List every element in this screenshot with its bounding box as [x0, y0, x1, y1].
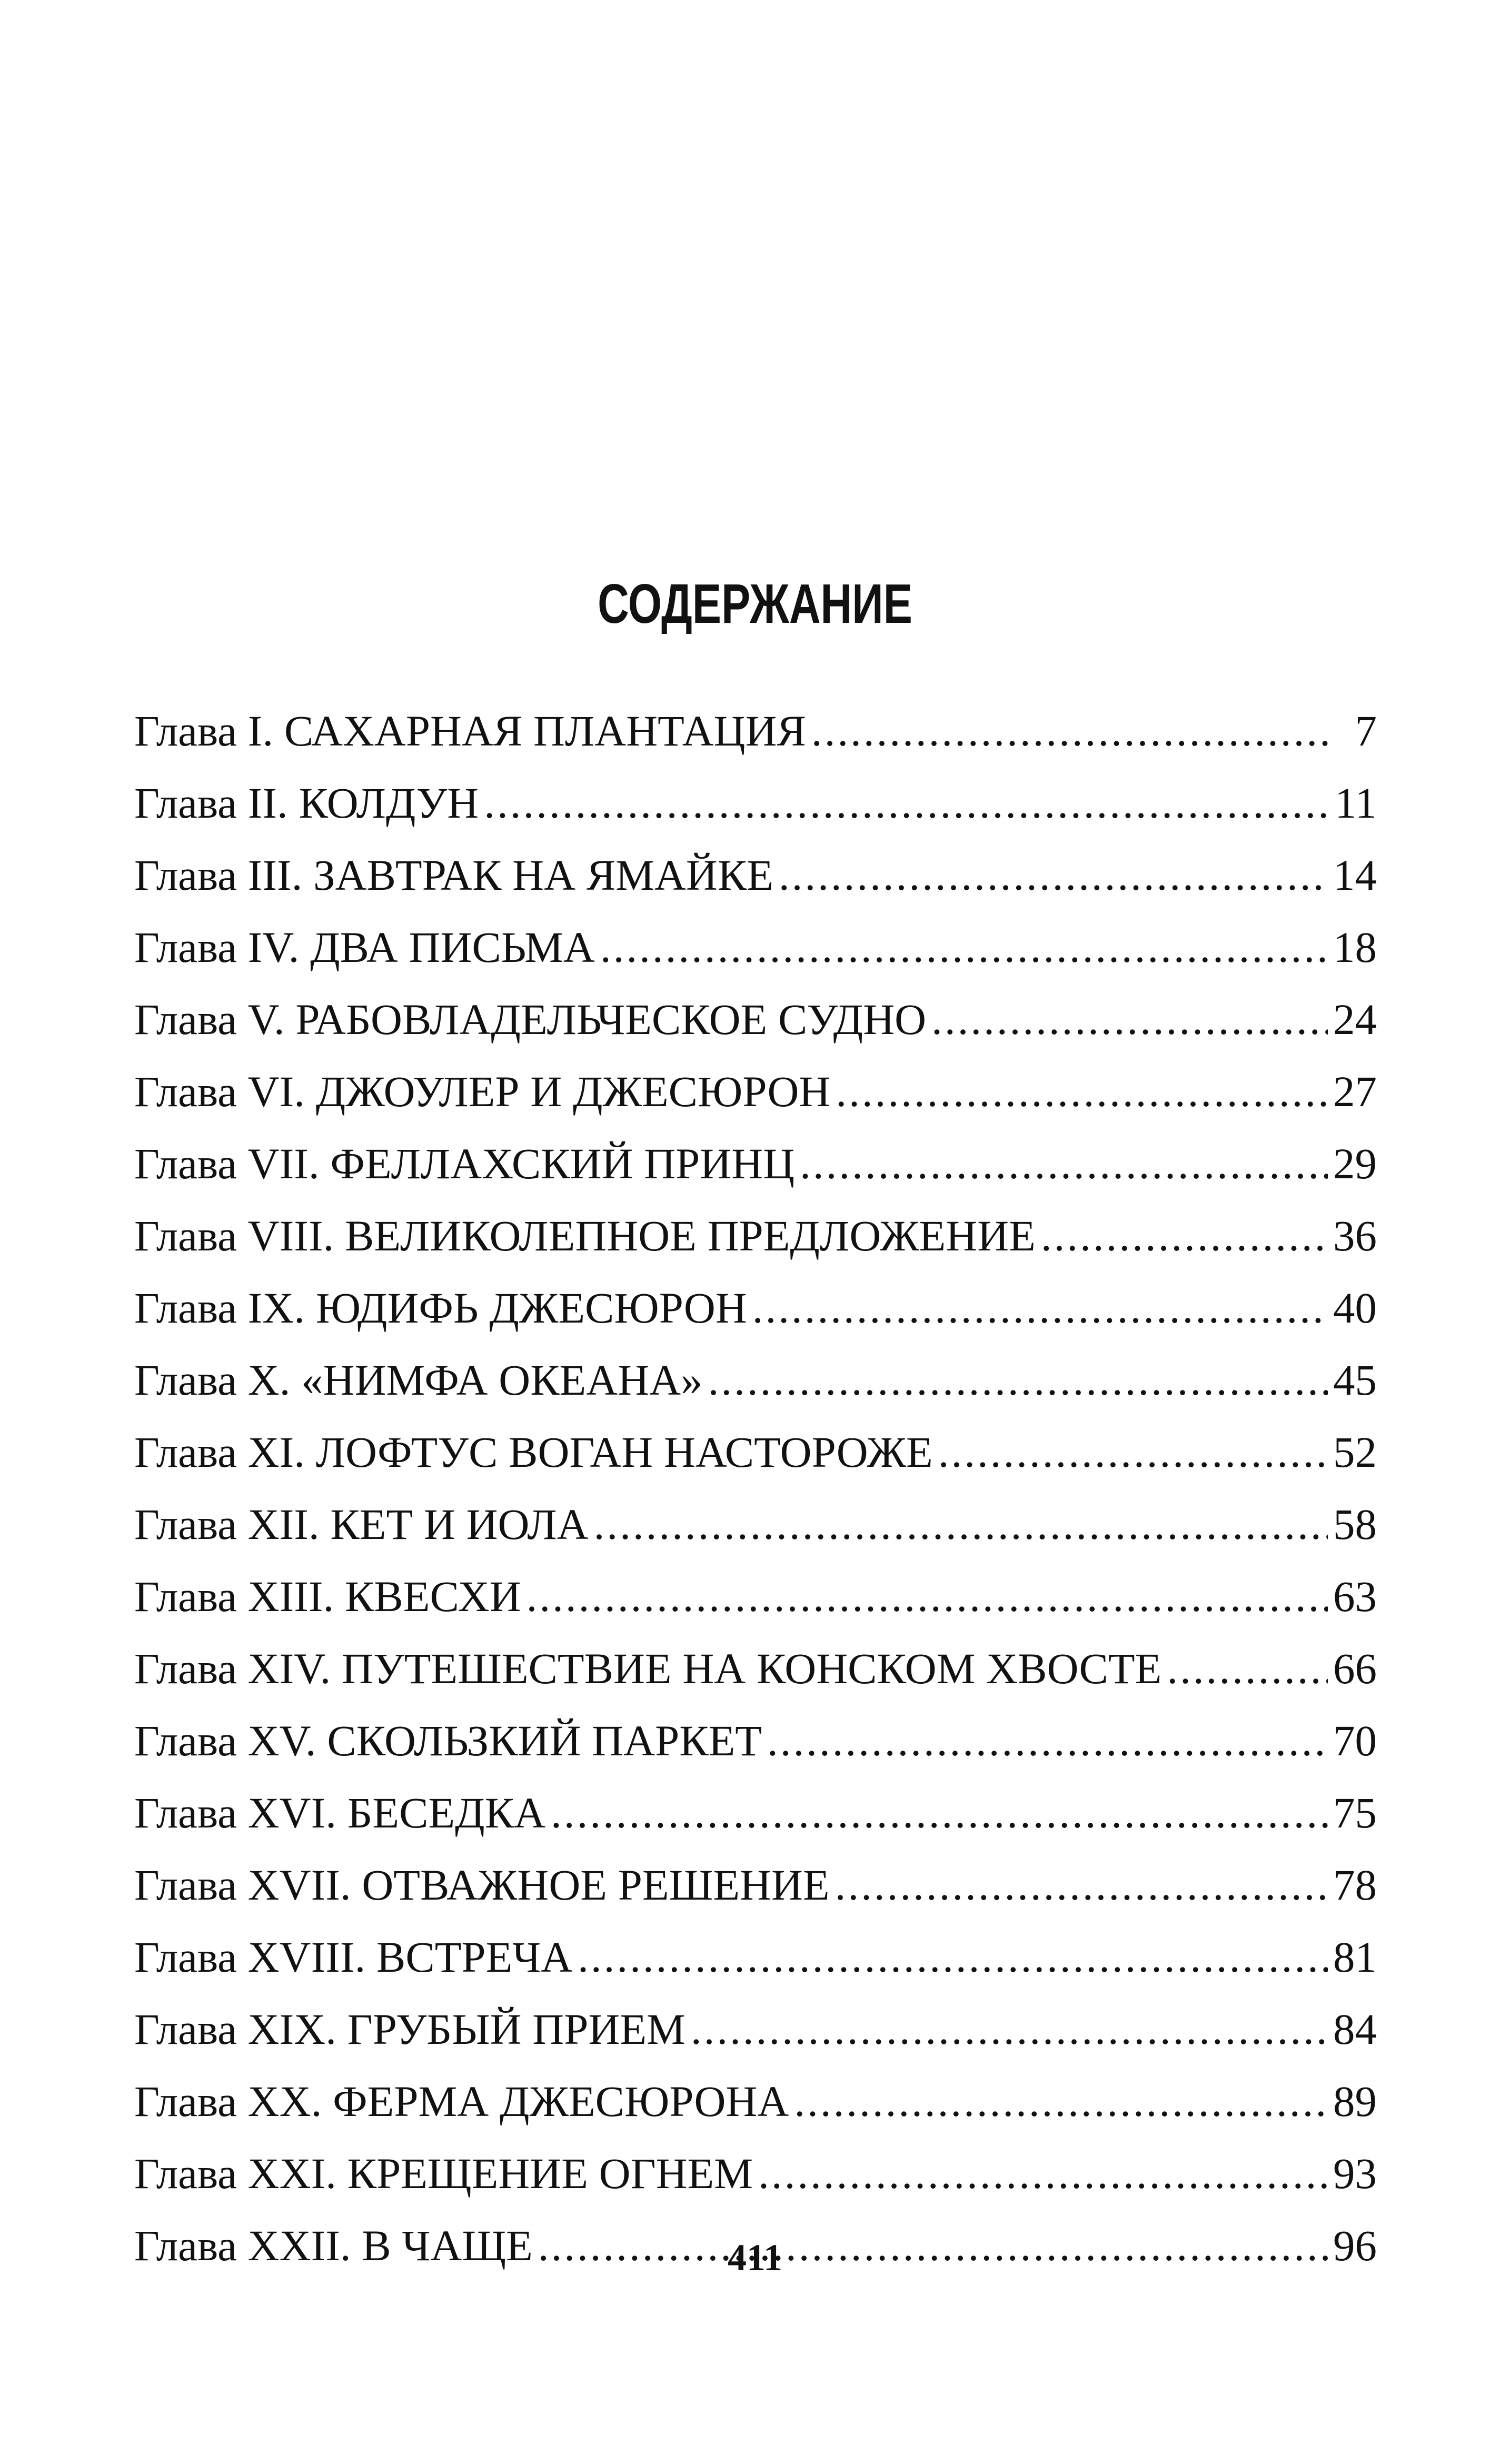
chapter-page-number: 52	[1333, 1428, 1377, 1476]
chapter-title: Глава X. «НИМФА ОКЕАНА»	[134, 1356, 703, 1404]
chapter-title: Глава XVIII. ВСТРЕЧА	[134, 1933, 573, 1981]
chapter-page-number: 36	[1333, 1211, 1377, 1260]
chapter-page-number: 14	[1333, 851, 1377, 899]
chapter-page-number: 70	[1333, 1716, 1377, 1765]
chapter-title: Глава II. КОЛДУН	[134, 779, 479, 827]
chapter-title: Глава I. САХАРНАЯ ПЛАНТАЦИЯ	[134, 707, 806, 755]
toc-entry	[134, 839, 1377, 911]
chapter-title: Глава XXII. В ЧАЩЕ	[134, 2221, 533, 2270]
dot-leader	[835, 1849, 1328, 1921]
dot-leader	[594, 1488, 1328, 1561]
chapter-page-number: 7	[1355, 707, 1377, 755]
chapter-title: Глава IX. ЮДИФЬ ДЖЕСЮРОН	[134, 1284, 747, 1332]
chapter-title: Глава XII. КЕТ И ИОЛА	[134, 1500, 589, 1548]
chapter-title: Глава XXI. КРЕЩЕНИЕ ОГНЕМ	[134, 2149, 753, 2198]
dot-leader	[526, 1561, 1328, 1633]
chapter-page-number: 89	[1333, 2077, 1377, 2125]
toc-entry	[134, 1128, 1377, 1200]
dot-leader	[600, 911, 1328, 983]
chapter-page-number: 27	[1333, 1067, 1377, 1116]
dot-leader	[758, 2138, 1328, 2210]
chapter-title: Глава XIII. КВЕСХИ	[134, 1572, 521, 1621]
chapter-page-number: 58	[1333, 1500, 1377, 1548]
toc-entry	[134, 1561, 1377, 1633]
toc-entry	[134, 1416, 1377, 1488]
page-number: 411	[727, 2237, 783, 2279]
chapter-page-number: 24	[1333, 995, 1377, 1044]
toc-entry	[134, 2138, 1377, 2210]
toc-entry	[134, 1849, 1377, 1921]
chapter-page-number: 40	[1333, 1284, 1377, 1332]
toc-entry	[134, 1056, 1377, 1128]
dot-leader	[752, 1272, 1328, 1344]
chapter-title: Глава III. ЗАВТРАК НА ЯМАЙКЕ	[134, 851, 773, 899]
table-of-contents	[134, 695, 1377, 2282]
chapter-title: Глава VIII. ВЕЛИКОЛЕПНОЕ ПРЕДЛОЖЕНИЕ	[134, 1211, 1036, 1260]
chapter-title: Глава VII. ФЕЛЛАХСКИЙ ПРИНЦ	[134, 1139, 795, 1188]
dot-leader	[811, 695, 1335, 767]
chapter-page-number: 93	[1333, 2149, 1377, 2198]
chapter-title: Глава XVII. ОТВАЖНОЕ РЕШЕНИЕ	[134, 1861, 830, 1909]
chapter-title: Глава XIV. ПУТЕШЕСТВИЕ НА КОНСКОМ ХВОСТЕ	[134, 1644, 1162, 1693]
toc-entry	[134, 767, 1377, 839]
chapter-page-number: 66	[1333, 1644, 1377, 1693]
chapter-title: Глава XV. СКОЛЬЗКИЙ ПАРКЕТ	[134, 1716, 762, 1765]
chapter-page-number: 45	[1333, 1356, 1377, 1404]
toc-entry	[134, 1272, 1377, 1344]
chapter-title: Глава V. РАБОВЛАДЕЛЬЧЕСКОЕ СУДНО	[134, 995, 927, 1044]
toc-entry	[134, 1993, 1377, 2065]
toc-entry	[134, 1344, 1377, 1416]
chapter-page-number: 11	[1335, 779, 1377, 827]
dot-leader	[938, 1416, 1328, 1488]
dot-leader	[836, 1056, 1328, 1128]
toc-entry	[134, 1633, 1377, 1705]
chapter-title: Глава XI. ЛОФТУС ВОГАН НАСТОРОЖЕ	[134, 1428, 933, 1476]
dot-leader	[800, 1128, 1328, 1200]
dot-leader	[1167, 1633, 1328, 1705]
page-title: СОДЕРЖАНИЕ	[598, 573, 912, 635]
dot-leader	[551, 1777, 1328, 1849]
chapter-title: Глава XX. ФЕРМА ДЖЕСЮРОНА	[134, 2077, 789, 2125]
chapter-page-number: 63	[1333, 1572, 1377, 1621]
toc-entry	[134, 2065, 1377, 2138]
toc-entry	[134, 1921, 1377, 1993]
toc-entry	[134, 695, 1377, 767]
dot-leader	[1041, 1200, 1328, 1272]
toc-entry	[134, 1488, 1377, 1561]
dot-leader	[931, 983, 1328, 1056]
chapter-page-number: 78	[1333, 1861, 1377, 1909]
dot-leader	[779, 839, 1328, 911]
toc-entry	[134, 1777, 1377, 1849]
chapter-page-number: 29	[1333, 1139, 1377, 1188]
chapter-page-number: 18	[1333, 923, 1377, 971]
chapter-page-number: 75	[1333, 1789, 1377, 1837]
chapter-title: Глава XIX. ГРУБЫЙ ПРИЕМ	[134, 2005, 686, 2053]
chapter-title: Глава XVI. БЕСЕДКА	[134, 1789, 546, 1837]
toc-entry	[134, 911, 1377, 983]
toc-entry	[134, 1705, 1377, 1777]
dot-leader	[691, 1993, 1328, 2065]
dot-leader	[708, 1344, 1328, 1416]
dot-leader	[484, 767, 1329, 839]
chapter-page-number: 81	[1333, 1933, 1377, 1981]
chapter-page-number: 84	[1333, 2005, 1377, 2053]
dot-leader	[794, 2065, 1328, 2138]
toc-entry	[134, 983, 1377, 1056]
toc-entry	[134, 1200, 1377, 1272]
chapter-page-number: 96	[1333, 2221, 1377, 2270]
chapter-title: Глава VI. ДЖОУЛЕР И ДЖЕСЮРОН	[134, 1067, 831, 1116]
dot-leader	[767, 1705, 1328, 1777]
dot-leader	[578, 1921, 1328, 1993]
chapter-title: Глава IV. ДВА ПИСЬМА	[134, 923, 595, 971]
